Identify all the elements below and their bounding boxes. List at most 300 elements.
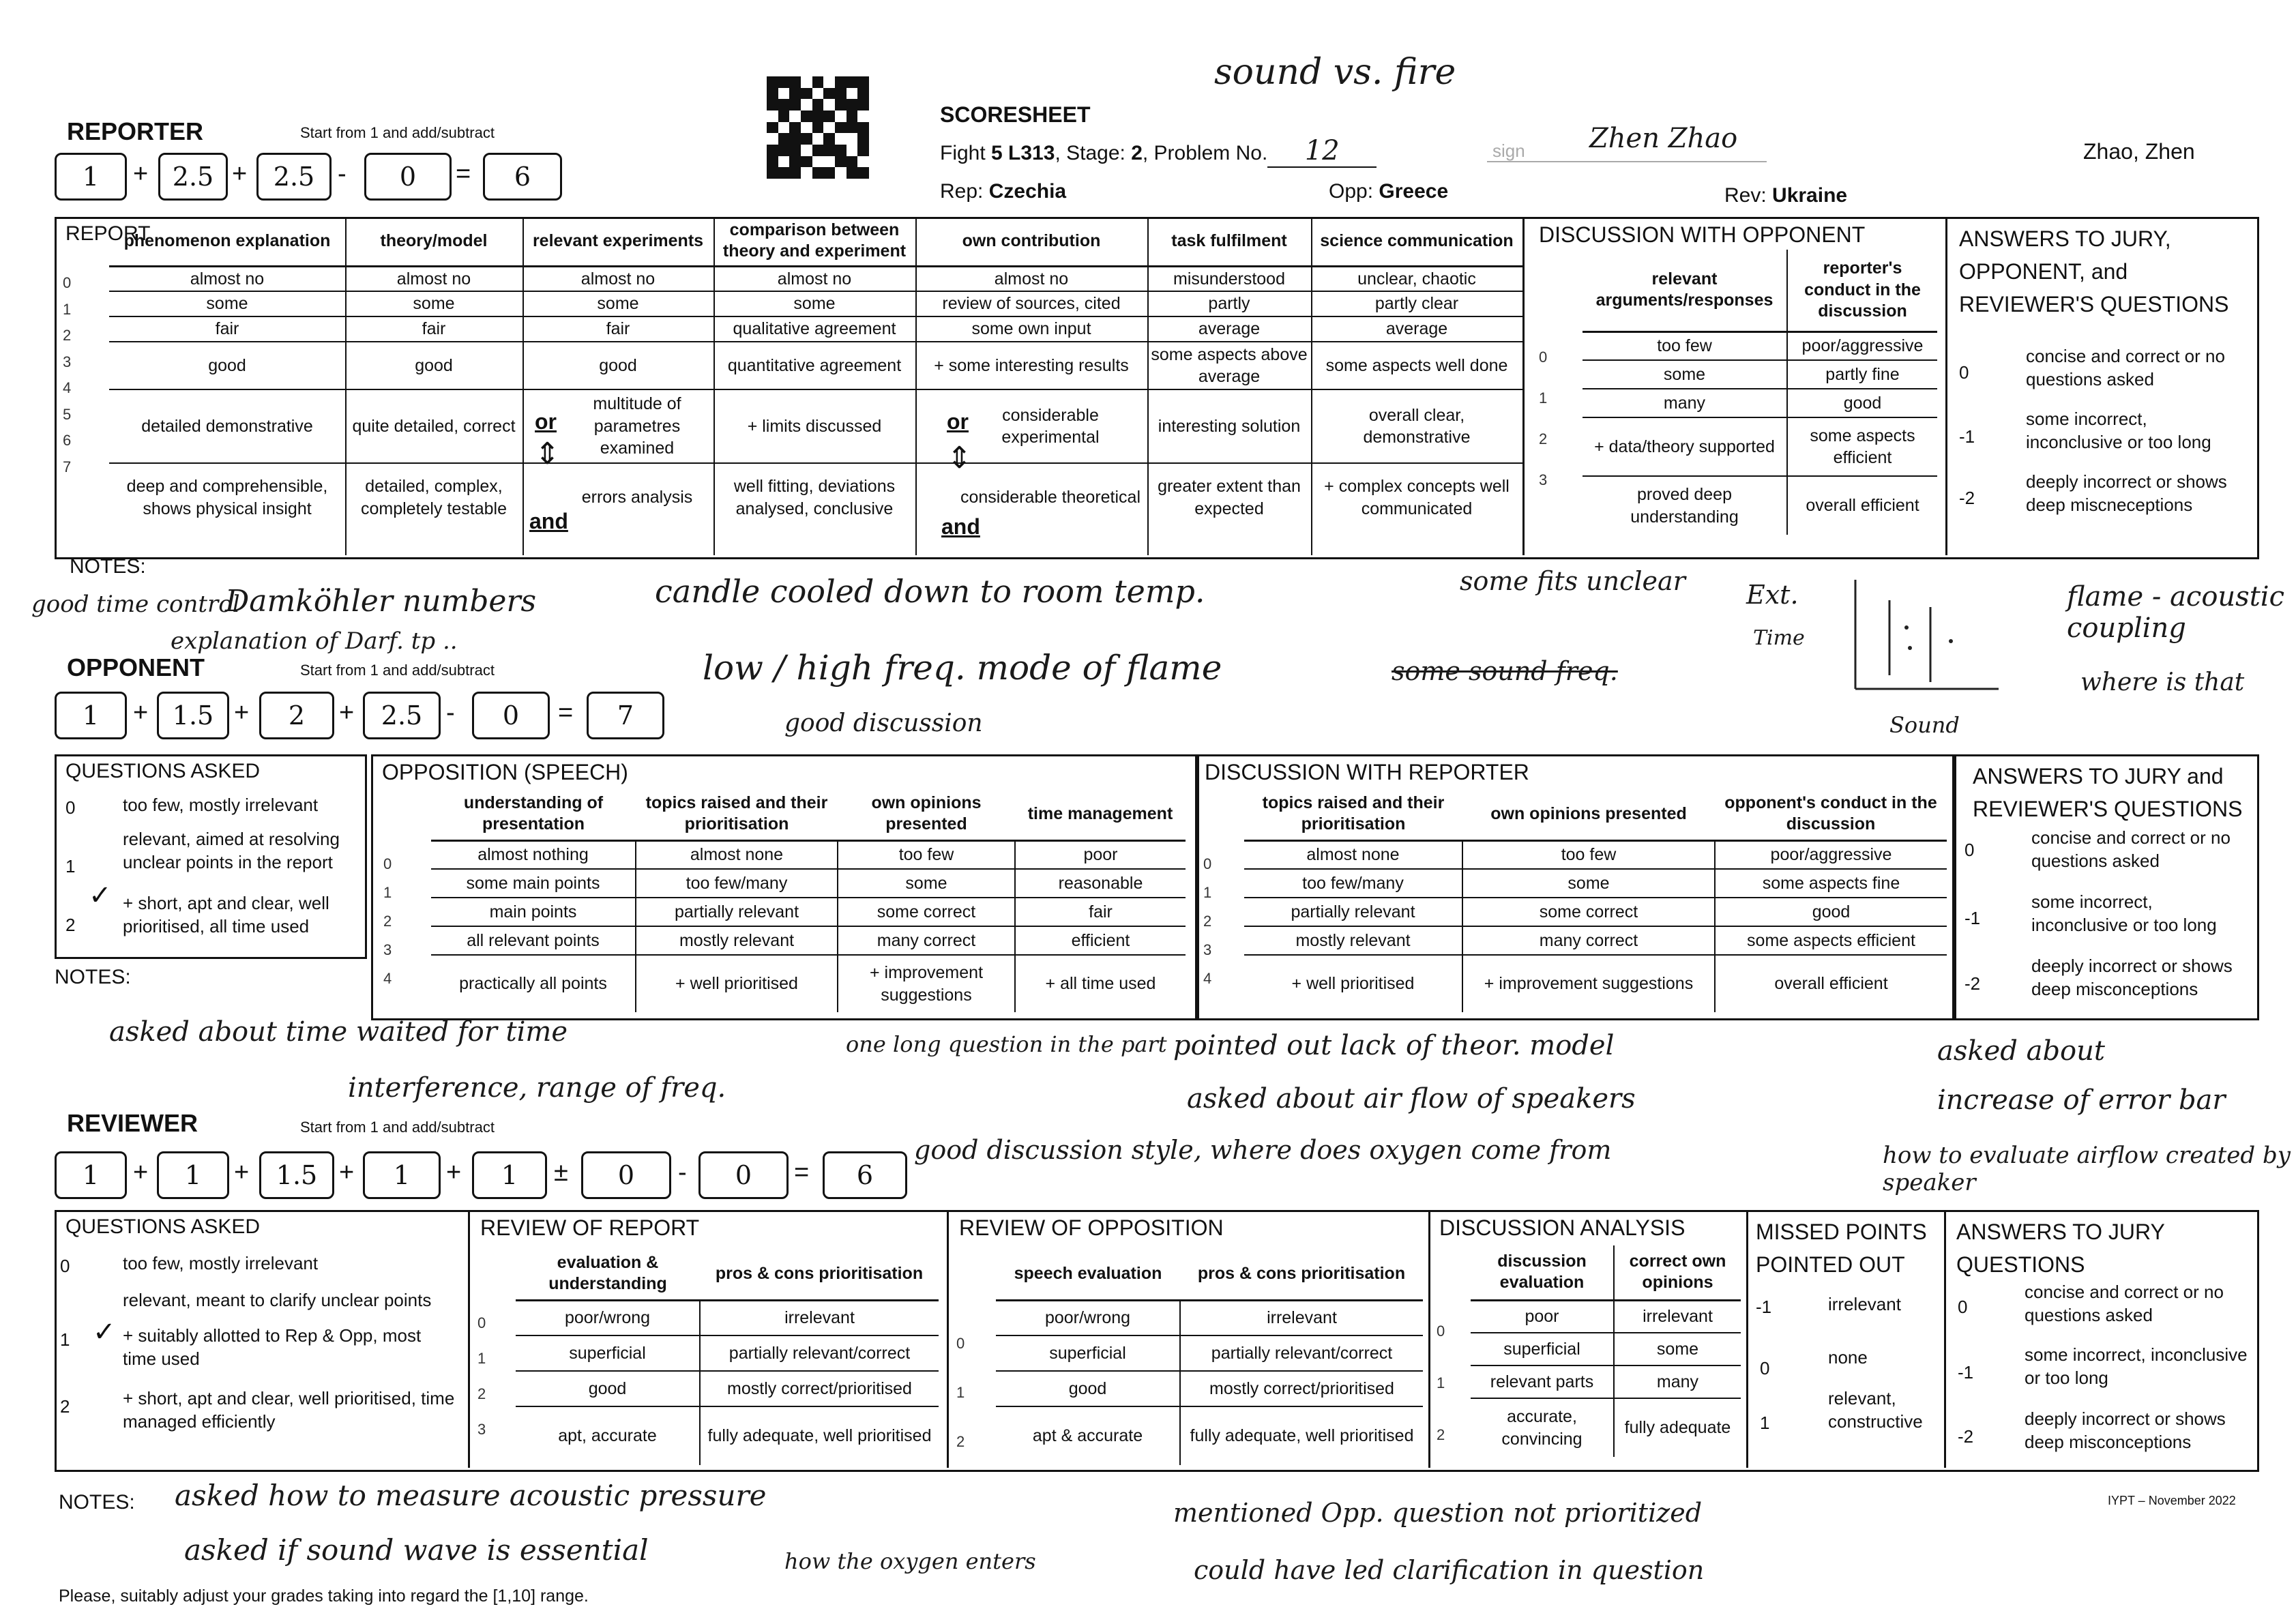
- cell[interactable]: mostly correct/prioritised: [700, 1371, 939, 1406]
- hw-note: mentioned Opp. question not prioritized: [1173, 1498, 1703, 1528]
- divider: [1522, 217, 1525, 555]
- cell[interactable]: qualitative agreement: [713, 316, 915, 342]
- col-phenomenon: phenomenon explanation: [109, 217, 345, 266]
- question-option[interactable]: relevant, aimed at resolving unclear points in the report: [123, 829, 340, 872]
- discussion-analysis-scale: 0 1 2: [1437, 1323, 1445, 1443]
- cell[interactable]: partially relevant/correct: [1180, 1335, 1423, 1371]
- score-label: -1: [1756, 1297, 1772, 1317]
- cell[interactable]: quite detailed, correct: [345, 389, 523, 463]
- answer-option[interactable]: some incorrect, inconclusive or too long: [2026, 409, 2211, 452]
- hw-note: where is that: [2080, 668, 2245, 696]
- question-option[interactable]: too few, mostly irrelevant: [123, 795, 319, 815]
- divider: [947, 1210, 949, 1468]
- cell[interactable]: almost no: [523, 266, 713, 291]
- cell[interactable]: almost nothing: [431, 840, 636, 869]
- cell[interactable]: too few: [838, 840, 1015, 869]
- scoresheet-title: SCORESHEET: [940, 102, 1091, 127]
- cell[interactable]: accurate, convincing: [1471, 1398, 1614, 1457]
- discussion-opponent-grid: [1583, 250, 1937, 535]
- cell[interactable]: poor: [1015, 840, 1186, 869]
- cell[interactable]: interesting solution: [1147, 389, 1311, 463]
- cell[interactable]: fair: [109, 316, 345, 342]
- missed-option[interactable]: relevant, constructive: [1828, 1388, 1923, 1432]
- hw-note: some sound freq.: [1392, 656, 1618, 686]
- juror-name: Zhao, Zhen: [2083, 139, 2195, 164]
- cell[interactable]: many correct: [1462, 926, 1715, 955]
- cell[interactable]: apt & accurate: [996, 1406, 1180, 1465]
- cell[interactable]: too few: [1462, 840, 1715, 869]
- col-experiments: relevant experiments: [523, 217, 713, 266]
- review-opposition-grid: [996, 1248, 1423, 1465]
- divider: [713, 217, 715, 555]
- report-label: REPORT: [65, 222, 151, 245]
- cell[interactable]: multitude of parametres examined: [523, 389, 713, 463]
- score-label: 1: [65, 856, 76, 876]
- hw-note: interference, range of freq.: [348, 1072, 726, 1104]
- col-topics: topics raised and their prioritisation: [1244, 788, 1462, 840]
- cell[interactable]: apt, accurate: [516, 1406, 700, 1465]
- score-label: 2: [60, 1396, 70, 1417]
- score-label: -1: [1959, 426, 1975, 447]
- col-contribution: own contribution: [915, 217, 1147, 266]
- col-evaluation: evaluation & understanding: [516, 1248, 700, 1300]
- rev-op: +: [446, 1158, 462, 1187]
- review-of-opposition-title: REVIEW OF OPPOSITION: [959, 1215, 1224, 1240]
- answer-option[interactable]: concise and correct or no questions asked: [2031, 827, 2231, 871]
- and-marker-experiments: and: [529, 509, 568, 533]
- report-scale: 0 1 2 3 4 5 6 7: [63, 274, 72, 475]
- hw-note: how the oxygen enters: [784, 1548, 1036, 1574]
- cell[interactable]: almost no: [345, 266, 523, 291]
- cell[interactable]: + improvement suggestions: [838, 955, 1015, 1012]
- discussion-scale: 0 1 2 3: [1539, 349, 1548, 488]
- cell[interactable]: partly clear: [1311, 291, 1522, 316]
- question-option[interactable]: + suitably allotted to Rep & Opp, most time used: [123, 1325, 422, 1369]
- opp-op: +: [133, 698, 149, 727]
- rev-box-6[interactable]: 0: [581, 1151, 671, 1199]
- reporter-title: REPORTER: [67, 117, 204, 145]
- cell[interactable]: fully adequate, well prioritised: [1190, 1426, 1414, 1446]
- score-label: 1: [60, 1329, 70, 1350]
- score-label: 0: [1760, 1358, 1770, 1378]
- cell[interactable]: good: [1787, 389, 1937, 417]
- cell[interactable]: some aspects efficient: [1787, 417, 1937, 476]
- cell[interactable]: efficient: [1015, 926, 1186, 955]
- question-option[interactable]: relevant, meant to clarify unclear points: [123, 1290, 432, 1310]
- rep-op-1: +: [133, 160, 149, 188]
- score-label: -2: [1964, 973, 1981, 994]
- footer-note: Please, suitably adjust your grades taking into regard the [1,10] range.: [59, 1586, 589, 1606]
- hw-note: Damköhler numbers: [225, 584, 537, 619]
- cell[interactable]: considerable theoretical: [960, 488, 1141, 507]
- cell[interactable]: good: [345, 342, 523, 389]
- col-time: time management: [1015, 788, 1186, 840]
- sketch-graph: [1842, 573, 2005, 709]
- missed-option[interactable]: irrelevant: [1828, 1294, 1901, 1314]
- divider: [1944, 1210, 1946, 1468]
- rev-op: =: [794, 1158, 810, 1187]
- cell[interactable]: + well prioritised: [636, 955, 838, 1012]
- answer-option[interactable]: deeply incorrect or shows deep miscneceptions: [2026, 471, 2227, 515]
- discussion-analysis-title: DISCUSSION ANALYSIS: [1439, 1215, 1686, 1240]
- rev-notes-label: NOTES:: [59, 1491, 135, 1514]
- col-opinions: own opinions presented: [1462, 788, 1715, 840]
- col-own-opinions: correct own opinions: [1614, 1245, 1741, 1300]
- cell[interactable]: + complex concepts well communicated: [1324, 477, 1510, 518]
- cell[interactable]: well fitting, deviations analysed, conclusive: [733, 477, 896, 518]
- rev-box-2[interactable]: 1: [157, 1151, 229, 1199]
- divider: [1311, 217, 1312, 555]
- question-option[interactable]: + short, apt and clear, well prioritised, all time used: [123, 893, 329, 936]
- col-speech-evaluation: speech evaluation: [996, 1248, 1180, 1300]
- opp-team: Opp: Greece: [1329, 180, 1449, 203]
- discussion-analysis-grid: [1471, 1245, 1741, 1457]
- opposition-speech-grid: [431, 788, 1186, 1012]
- cell[interactable]: + well prioritised: [1244, 955, 1462, 1012]
- col-arguments: relevant arguments/responses: [1583, 250, 1787, 331]
- arrow-icon: ⇕: [535, 437, 560, 471]
- signature: Zhen Zhao: [1589, 123, 1738, 154]
- cell[interactable]: mostly relevant: [1244, 926, 1462, 955]
- rep-op-2: +: [232, 160, 248, 188]
- cell[interactable]: too few: [1583, 331, 1787, 360]
- reporter-start-note: Start from 1 and add/subtract: [300, 124, 495, 141]
- answer-option[interactable]: concise and correct or no questions asked: [2026, 346, 2225, 389]
- opposition-speech-title: OPPOSITION (SPEECH): [382, 760, 628, 784]
- opp-box-1[interactable]: 1: [55, 692, 127, 739]
- question-option[interactable]: + short, apt and clear, well prioritised, time managed efficiently: [123, 1388, 455, 1432]
- cell[interactable]: superficial: [996, 1335, 1180, 1371]
- rev-answers-title: ANSWERS TO JURY QUESTIONS: [1956, 1220, 2165, 1277]
- score-label: -1: [1958, 1362, 1974, 1383]
- review-of-report-title: REVIEW OF REPORT: [480, 1215, 700, 1240]
- rep-box-1[interactable]: 1: [55, 153, 127, 201]
- rev-op: -: [678, 1158, 687, 1187]
- cell[interactable]: good: [516, 1371, 700, 1406]
- cell[interactable]: overall clear, demonstrative: [1311, 389, 1522, 463]
- hw-note: candle cooled down to room temp.: [655, 573, 1205, 610]
- question-option[interactable]: too few, mostly irrelevant: [123, 1253, 319, 1273]
- col-topics: topics raised and their prioritisation: [636, 788, 838, 840]
- hw-note: asked about: [1937, 1035, 2105, 1067]
- cell[interactable]: almost no: [915, 266, 1147, 291]
- cell[interactable]: fair: [523, 316, 713, 342]
- cell[interactable]: some: [345, 291, 523, 316]
- cell[interactable]: average: [1311, 316, 1522, 342]
- cell[interactable]: proved deep understanding: [1583, 476, 1787, 535]
- cell[interactable]: relevant parts: [1471, 1365, 1614, 1398]
- opp-questions-title: QUESTIONS ASKED: [65, 760, 261, 782]
- cell[interactable]: some aspects well done: [1311, 342, 1522, 389]
- hw-note: pointed out lack of theor. model: [1173, 1030, 1615, 1061]
- hw-note: good discussion style, where does oxygen come from: [914, 1135, 1612, 1165]
- score-label: -2: [1959, 488, 1975, 508]
- answer-option[interactable]: concise and correct or no questions asked: [2025, 1282, 2224, 1325]
- opp-answers-title: ANSWERS TO JURY and REVIEWER'S QUESTIONS: [1973, 764, 2243, 821]
- score-label: -2: [1958, 1426, 1974, 1447]
- score-label: 0: [65, 797, 76, 818]
- cell[interactable]: some: [713, 291, 915, 316]
- divider: [345, 217, 347, 555]
- cell[interactable]: good: [523, 342, 713, 389]
- cell[interactable]: many: [1614, 1365, 1741, 1398]
- hw-note: asked if sound wave is essential: [184, 1533, 649, 1567]
- hw-note: good time control: [31, 591, 240, 618]
- rev-team: Rev: Ukraine: [1724, 184, 1848, 207]
- cell[interactable]: average: [1147, 316, 1311, 342]
- reporter-answers-title: ANSWERS TO JURY, OPPONENT, and REVIEWER'S QUESTIONS: [1959, 226, 2229, 316]
- opp-box-4[interactable]: 2.5: [363, 692, 441, 739]
- cell[interactable]: review of sources, cited: [915, 291, 1147, 316]
- rep-box-2[interactable]: 2.5: [158, 153, 228, 201]
- divider: [1945, 217, 1947, 555]
- cell[interactable]: overall efficient: [1774, 974, 1888, 994]
- footer-version: IYPT – November 2022: [2108, 1494, 2236, 1507]
- cell[interactable]: partly fine: [1787, 360, 1937, 389]
- discussion-with-reporter-title: DISCUSSION WITH REPORTER: [1205, 760, 1529, 784]
- cell[interactable]: main points: [431, 898, 636, 926]
- cell[interactable]: poor/wrong: [996, 1300, 1180, 1335]
- cell[interactable]: some correct: [838, 898, 1015, 926]
- rev-box-total[interactable]: 6: [823, 1151, 907, 1199]
- cell[interactable]: some main points: [431, 869, 636, 898]
- cell[interactable]: fully adequate, well prioritised: [707, 1426, 932, 1446]
- cell[interactable]: some correct: [1462, 898, 1715, 926]
- rep-op-3: -: [338, 160, 347, 188]
- hw-note: one long question in the part: [846, 1031, 1167, 1057]
- cell[interactable]: poor: [1471, 1300, 1614, 1333]
- cell[interactable]: deep and comprehensible, shows physical insight: [126, 477, 328, 518]
- rev-box-4[interactable]: 1: [363, 1151, 441, 1199]
- cell[interactable]: detailed, complex, completely testable: [360, 477, 507, 518]
- rev-op: +: [133, 1158, 149, 1187]
- opp-box-total[interactable]: 7: [587, 692, 664, 739]
- cell[interactable]: partially relevant: [1244, 898, 1462, 926]
- cell[interactable]: irrelevant: [1614, 1300, 1741, 1333]
- problem-title-handwritten: sound vs. fire: [1214, 52, 1456, 93]
- rep-op-4: =: [456, 160, 471, 188]
- qr-code: [767, 76, 869, 179]
- rev-questions-title: QUESTIONS ASKED: [65, 1215, 261, 1238]
- hw-note: some fits unclear: [1460, 566, 1686, 596]
- answer-option[interactable]: some incorrect, inconclusive or too long: [2025, 1344, 2248, 1388]
- cell[interactable]: reasonable: [1015, 869, 1186, 898]
- col-understanding: understanding of presentation: [431, 788, 636, 840]
- cell[interactable]: too few/many: [636, 869, 838, 898]
- divider: [1147, 217, 1149, 555]
- score-label: 1: [1760, 1413, 1770, 1433]
- discussion-scale: 0 1 2 3 4: [1203, 855, 1212, 987]
- cell[interactable]: many: [1583, 389, 1787, 417]
- check-icon: ✓: [93, 1317, 116, 1347]
- cell[interactable]: almost none: [636, 840, 838, 869]
- reviewer-title: REVIEWER: [67, 1109, 198, 1137]
- cell[interactable]: + improvement suggestions: [1462, 955, 1715, 1012]
- rev-op: +: [234, 1158, 250, 1187]
- col-discussion-evaluation: discussion evaluation: [1471, 1245, 1614, 1300]
- cell[interactable]: some: [1462, 869, 1715, 898]
- opponent-title: OPPONENT: [67, 653, 205, 681]
- hw-note: explanation of Darf. tp ..: [171, 628, 458, 655]
- hw-note: flame - acoustic coupling: [2067, 581, 2284, 644]
- cell[interactable]: irrelevant: [1180, 1300, 1423, 1335]
- answer-option[interactable]: some incorrect, inconclusive or too long: [2031, 891, 2217, 935]
- cell[interactable]: poor/wrong: [516, 1300, 700, 1335]
- cell[interactable]: some: [838, 869, 1015, 898]
- hw-note: increase of error bar: [1937, 1084, 2226, 1116]
- hw-note: low / high freq. mode of flame: [703, 648, 1222, 688]
- sign-line[interactable]: [1487, 161, 1767, 162]
- cell[interactable]: fully adequate: [1624, 1418, 1731, 1438]
- col-pros-cons: pros & cons prioritisation: [700, 1248, 939, 1300]
- review-report-grid: [516, 1248, 939, 1465]
- cell[interactable]: quantitative agreement: [713, 342, 915, 389]
- hw-note: Ext.: [1746, 580, 1799, 610]
- opp-op: +: [339, 698, 355, 727]
- cell[interactable]: some own input: [915, 316, 1147, 342]
- cell[interactable]: superficial: [1471, 1333, 1614, 1365]
- hw-note: Time: [1753, 626, 1805, 650]
- rep-team: Rep: Czechia: [940, 180, 1067, 203]
- cell[interactable]: considerable experimental: [915, 389, 1147, 463]
- score-label: 2: [65, 915, 76, 935]
- cell[interactable]: + data/theory supported: [1583, 417, 1787, 476]
- rev-box-5[interactable]: 1: [472, 1151, 547, 1199]
- cell[interactable]: fair: [345, 316, 523, 342]
- cell[interactable]: too few/many: [1244, 869, 1462, 898]
- divider: [523, 217, 524, 555]
- cell[interactable]: some aspects above average: [1147, 342, 1311, 389]
- hw-note: Sound: [1889, 712, 1960, 738]
- discussion-reporter-grid: [1244, 788, 1947, 1012]
- col-comparison: comparison between theory and experiment: [713, 217, 915, 266]
- check-icon: ✓: [89, 881, 112, 911]
- review-report-scale: 0 1 2 3: [477, 1314, 486, 1438]
- col-conduct: reporter's conduct in the discussion: [1787, 250, 1937, 331]
- divider: [1428, 1210, 1430, 1468]
- opp-notes-label: NOTES:: [55, 966, 131, 988]
- or-marker-contribution: or: [947, 409, 969, 434]
- opp-op: -: [446, 698, 455, 727]
- rev-box-7[interactable]: 0: [698, 1151, 789, 1199]
- opp-box-2[interactable]: 1.5: [157, 692, 229, 739]
- answer-option[interactable]: deeply incorrect or shows deep misconceptions: [2025, 1408, 2226, 1452]
- cell[interactable]: poor/aggressive: [1715, 840, 1947, 869]
- cell[interactable]: partly: [1147, 291, 1311, 316]
- divider: [1746, 1210, 1748, 1468]
- hw-note: could have led clarification in question: [1194, 1555, 1705, 1585]
- cell[interactable]: some: [109, 291, 345, 316]
- divider: [468, 1210, 470, 1468]
- hw-note: asked about time waited for time: [109, 1016, 568, 1048]
- cell[interactable]: detailed demonstrative: [109, 389, 345, 463]
- cell[interactable]: misunderstood: [1147, 266, 1311, 291]
- col-pros-cons: pros & cons prioritisation: [1180, 1248, 1423, 1300]
- or-marker-experiments: or: [535, 409, 557, 434]
- rev-op: ±: [554, 1158, 568, 1187]
- cell[interactable]: good: [996, 1371, 1180, 1406]
- col-opinions: own opinions presented: [838, 788, 1015, 840]
- review-opposition-scale: 0 1 2: [956, 1335, 965, 1450]
- col-conduct: opponent's conduct in the discussion: [1715, 788, 1947, 840]
- cell[interactable]: good: [109, 342, 345, 389]
- score-label: 0: [1958, 1297, 1968, 1317]
- score-label: 0: [1964, 840, 1975, 860]
- cell[interactable]: mostly relevant: [636, 926, 838, 955]
- problem-no[interactable]: 12: [1267, 135, 1377, 168]
- cell[interactable]: errors analysis: [581, 488, 693, 507]
- opp-box-3[interactable]: 2: [259, 692, 334, 739]
- sign-label: sign: [1492, 141, 1525, 161]
- cell[interactable]: some: [523, 291, 713, 316]
- cell[interactable]: fair: [1015, 898, 1186, 926]
- col-communication: science communication: [1311, 217, 1522, 266]
- rev-op: +: [339, 1158, 355, 1187]
- answer-option[interactable]: deeply incorrect or shows deep misconceptions: [2031, 956, 2233, 999]
- score-label: 0: [60, 1256, 70, 1276]
- cell[interactable]: superficial: [516, 1335, 700, 1371]
- cell[interactable]: poor/aggressive: [1787, 331, 1937, 360]
- rev-box-1[interactable]: 1: [55, 1151, 127, 1199]
- score-label: -1: [1964, 908, 1981, 928]
- col-task: task fulfilment: [1147, 217, 1311, 266]
- cell[interactable]: partially relevant: [636, 898, 838, 926]
- opp-op: =: [558, 698, 574, 727]
- cell[interactable]: partially relevant/correct: [700, 1335, 939, 1371]
- hw-note: asked about air flow of speakers: [1187, 1083, 1636, 1114]
- cell[interactable]: many correct: [838, 926, 1015, 955]
- discussion-with-opponent-title: DISCUSSION WITH OPPONENT: [1539, 222, 1866, 247]
- missed-points-title: MISSED POINTS POINTED OUT: [1756, 1220, 1927, 1277]
- cell[interactable]: good: [1715, 898, 1947, 926]
- hw-note: asked how to measure acoustic pressure: [175, 1479, 767, 1512]
- divider: [915, 217, 917, 555]
- rep-box-4[interactable]: 0: [364, 153, 452, 201]
- cell[interactable]: unclear, chaotic: [1311, 266, 1522, 291]
- fight-line: Fight 5 L313, Stage: 2, Problem No. 12: [940, 135, 1377, 168]
- and-marker-contribution: and: [941, 514, 980, 539]
- cell[interactable]: some: [1614, 1333, 1741, 1365]
- cell[interactable]: greater extent than expected: [1158, 477, 1301, 518]
- cell[interactable]: irrelevant: [700, 1300, 939, 1335]
- rep-box-total[interactable]: 6: [483, 153, 562, 201]
- cell[interactable]: all relevant points: [431, 926, 636, 955]
- cell[interactable]: almost none: [1244, 840, 1462, 869]
- opp-box-5[interactable]: 0: [472, 692, 550, 739]
- arrow-icon: ⇕: [947, 441, 972, 475]
- col-theory: theory/model: [345, 217, 523, 266]
- hw-note: how to evaluate airflow created by speaker: [1883, 1142, 2291, 1196]
- cell[interactable]: mostly correct/prioritised: [1180, 1371, 1423, 1406]
- cell[interactable]: overall efficient: [1806, 496, 1919, 516]
- rev-box-3[interactable]: 1.5: [259, 1151, 334, 1199]
- cell[interactable]: + limits discussed: [713, 389, 915, 463]
- speech-scale: 0 1 2 3 4: [383, 855, 392, 987]
- cell[interactable]: + all time used: [1045, 974, 1156, 994]
- cell[interactable]: almost no: [713, 266, 915, 291]
- reporter-notes-label: NOTES:: [70, 555, 146, 578]
- missed-option[interactable]: none: [1828, 1347, 1868, 1368]
- cell[interactable]: some aspects efficient: [1715, 926, 1947, 955]
- rep-box-3[interactable]: 2.5: [256, 153, 332, 201]
- opp-op: +: [234, 698, 250, 727]
- cell[interactable]: practically all points: [431, 955, 636, 1012]
- cell[interactable]: + some interesting results: [915, 342, 1147, 389]
- cell[interactable]: almost no: [109, 266, 345, 291]
- cell[interactable]: some: [1583, 360, 1787, 389]
- score-label: 0: [1959, 362, 1969, 383]
- cell[interactable]: some aspects fine: [1715, 869, 1947, 898]
